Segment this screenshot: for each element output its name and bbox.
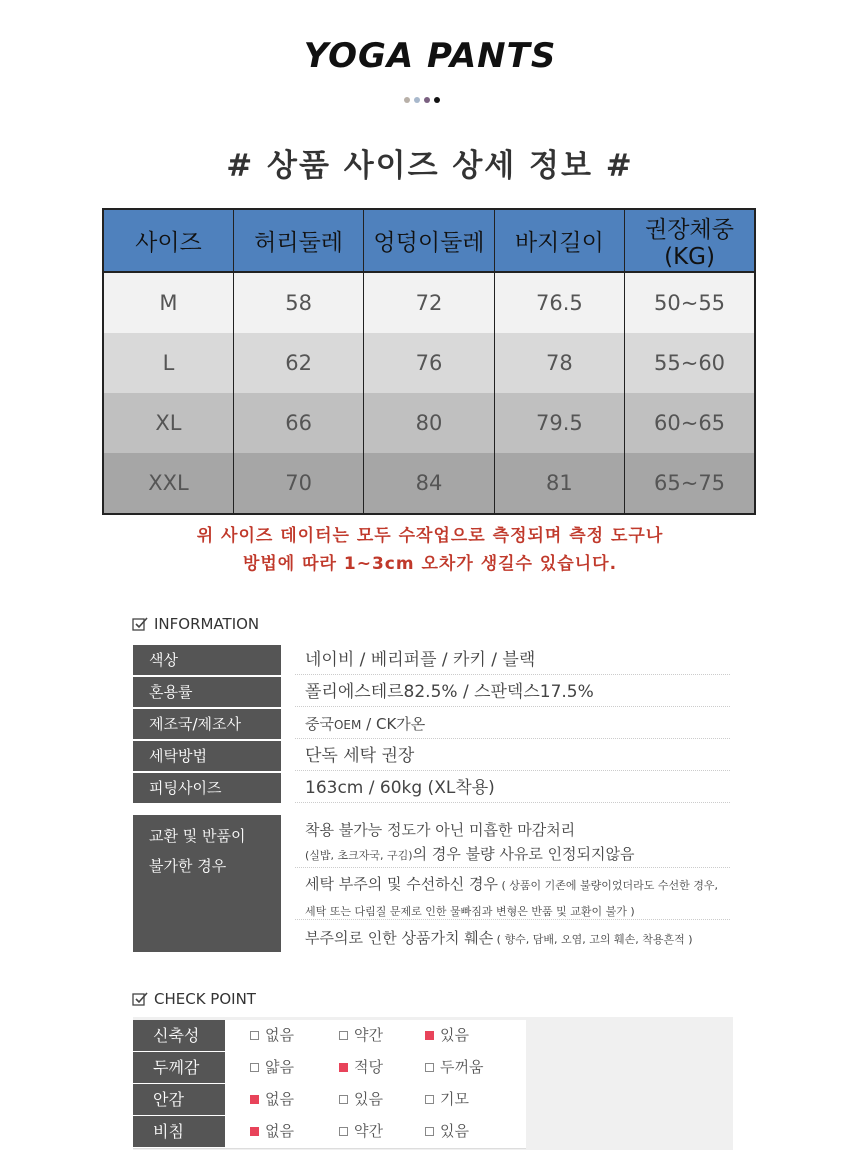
origin-oem: OEM — [333, 718, 362, 732]
option-label: 약간 — [354, 1122, 383, 1140]
cell-length: 76.5 — [494, 272, 624, 333]
cell-length: 79.5 — [494, 393, 624, 453]
column-header-length: 바지길이 — [494, 209, 624, 272]
checkbox-checked-icon — [339, 1063, 348, 1072]
checkpoint-row — [133, 1052, 526, 1085]
column-header-weight: 권장체중(KG) — [625, 209, 755, 272]
cell-waist: 58 — [233, 272, 363, 333]
color-dot — [404, 97, 410, 103]
cell-length: 78 — [494, 333, 624, 393]
checkpoint-label: 비침 — [133, 1116, 225, 1147]
checkpoint-label: 안감 — [133, 1084, 225, 1115]
checkbox-checked-icon — [425, 1031, 434, 1040]
checkpoint-section-title — [132, 990, 256, 1008]
exchange-item-main: 부주의로 인한 상품가치 훼손 — [305, 929, 494, 947]
cell-hip: 84 — [364, 453, 494, 514]
exchange-item — [295, 872, 730, 920]
checkpoint-option — [250, 1084, 294, 1115]
color-dots — [404, 97, 440, 103]
checkbox-icon — [250, 1063, 259, 1072]
info-value-color: 네이비 / 베리퍼플 / 카키 / 블랙 — [295, 645, 730, 675]
info-label-fitting: 피팅사이즈 — [133, 773, 281, 803]
option-label: 두꺼움 — [440, 1058, 484, 1076]
checkpoint-option — [250, 1020, 294, 1051]
exchange-item-small: ( 향수, 담배, 오염, 고의 훼손, 착용흔적 ) — [493, 933, 693, 946]
checkpoint-option — [339, 1084, 383, 1115]
cell-size: XXL — [103, 453, 233, 514]
exchange-item-small: ( 상품이 기존에 불량이었더라도 수선한 경우, — [497, 879, 719, 892]
option-label: 있음 — [440, 1026, 469, 1044]
cell-hip: 80 — [364, 393, 494, 453]
checkpoint-option — [425, 1052, 483, 1083]
option-label: 있음 — [440, 1122, 469, 1140]
size-table — [102, 208, 756, 515]
option-label: 적당 — [354, 1058, 383, 1076]
cell-waist: 62 — [233, 333, 363, 393]
checkpoint-option — [425, 1020, 469, 1051]
checkbox-icon — [339, 1127, 348, 1136]
exchange-label-line: 불가한 경우 — [149, 857, 227, 875]
checkpoint-option — [425, 1116, 469, 1147]
table-row — [103, 333, 755, 393]
option-label: 있음 — [354, 1090, 383, 1108]
origin-country: 중국 — [305, 715, 334, 733]
checkpoint-option — [339, 1052, 383, 1083]
exchange-label — [133, 815, 281, 952]
info-value-fitting: 163cm / 60kg (XL착용) — [295, 773, 730, 803]
column-header-hip: 엉덩이둘레 — [364, 209, 494, 272]
checkpoint-label: 두께감 — [133, 1052, 225, 1083]
option-label: 기모 — [440, 1090, 469, 1108]
table-row — [103, 453, 755, 514]
information-section-title — [132, 615, 259, 633]
size-table-header-row — [103, 209, 755, 272]
cell-size: M — [103, 272, 233, 333]
info-label-washing: 세탁방법 — [133, 741, 281, 771]
notice-line: 방법에 따라 1~3cm 오차가 생길수 있습니다. — [242, 554, 618, 574]
cell-size: XL — [103, 393, 233, 453]
information-title: INFORMATION — [154, 615, 260, 633]
cell-weight: 50~55 — [625, 272, 755, 333]
checkbox-icon — [250, 1031, 259, 1040]
table-row — [103, 393, 755, 453]
info-label-origin: 제조국/제조사 — [133, 709, 281, 739]
checkpoint-option — [339, 1020, 383, 1051]
exchange-item-main: 세탁 부주의 및 수선하신 경우 — [305, 875, 498, 893]
checkpoint-title: CHECK POINT — [154, 990, 256, 1008]
column-header-waist: 허리둘레 — [233, 209, 363, 272]
checkpoint-label: 신축성 — [133, 1020, 225, 1051]
checkpoint-option — [425, 1084, 469, 1115]
exchange-item — [295, 926, 730, 952]
table-row — [103, 272, 755, 333]
checkbox-icon — [339, 1095, 348, 1104]
info-label-color: 색상 — [133, 645, 281, 675]
option-label: 없음 — [265, 1122, 294, 1140]
checkbox-pencil-icon — [132, 992, 148, 1006]
option-label: 없음 — [265, 1090, 294, 1108]
option-label: 없음 — [265, 1026, 294, 1044]
cell-hip: 76 — [364, 333, 494, 393]
color-dot — [434, 97, 440, 103]
checkbox-icon — [339, 1031, 348, 1040]
cell-waist: 70 — [233, 453, 363, 514]
exchange-label-line: 교환 및 반품이 — [149, 827, 246, 845]
info-value-washing: 단독 세탁 권장 — [295, 741, 730, 771]
checkbox-icon — [425, 1127, 434, 1136]
exchange-item-line: 착용 불가능 정도가 아닌 미흡한 마감처리 — [305, 821, 576, 839]
cell-waist: 66 — [233, 393, 363, 453]
checkbox-icon — [425, 1095, 434, 1104]
notice-line: 위 사이즈 데이터는 모두 수작업으로 측정되며 측정 도구나 — [196, 526, 664, 546]
checkpoint-option — [250, 1116, 294, 1147]
info-value-material: 폴리에스테르82.5% / 스판덱스17.5% — [295, 677, 730, 707]
exchange-item-rest: 의 경우 불량 사유로 인정되지않음 — [412, 845, 635, 863]
checkpoint-option — [339, 1116, 383, 1147]
info-value-origin — [295, 709, 730, 739]
checkbox-checked-icon — [250, 1127, 259, 1136]
checkbox-checked-icon — [250, 1095, 259, 1104]
section-heading: # 상품 사이즈 상세 정보 # — [226, 148, 634, 184]
cell-size: L — [103, 333, 233, 393]
option-label: 약간 — [354, 1026, 383, 1044]
checkpoint-option — [250, 1052, 294, 1083]
checkbox-pencil-icon — [132, 617, 148, 631]
checkpoint-row — [133, 1084, 526, 1117]
origin-maker: / CK가온 — [361, 715, 426, 733]
exchange-item — [295, 818, 730, 868]
column-header-size: 사이즈 — [103, 209, 233, 272]
option-label: 얇음 — [265, 1058, 294, 1076]
measurement-notice — [0, 522, 860, 578]
page-title: YOGA PANTS — [303, 36, 557, 76]
checkpoint-row — [133, 1020, 526, 1053]
cell-weight: 65~75 — [625, 453, 755, 514]
color-dot — [424, 97, 430, 103]
info-label-material: 혼용률 — [133, 677, 281, 707]
cell-hip: 72 — [364, 272, 494, 333]
exchange-item-small: (실밥, 초크자국, 구김) — [305, 849, 413, 862]
cell-length: 81 — [494, 453, 624, 514]
color-dot — [414, 97, 420, 103]
cell-weight: 60~65 — [625, 393, 755, 453]
checkbox-icon — [425, 1063, 434, 1072]
cell-weight: 55~60 — [625, 333, 755, 393]
exchange-item-small: 세탁 또는 다림질 문제로 인한 물빠짐과 변형은 반품 및 교환이 불가 ) — [305, 905, 635, 918]
checkpoint-row — [133, 1116, 526, 1149]
